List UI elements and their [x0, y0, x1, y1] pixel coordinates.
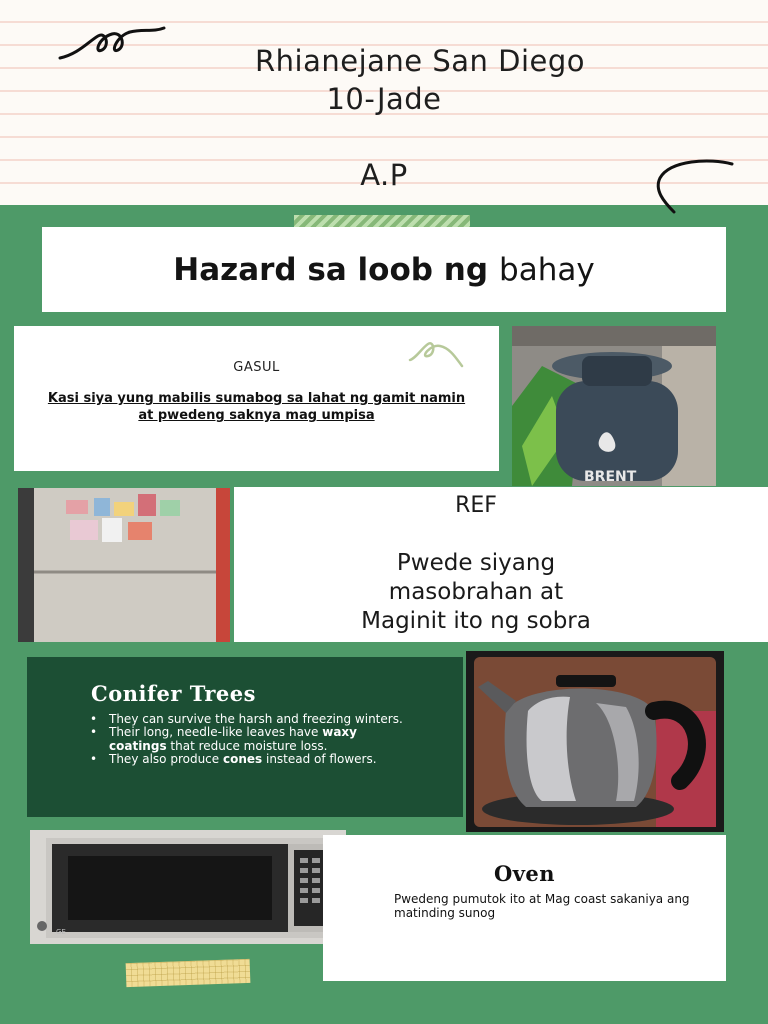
- conifer-title: Conifer Trees: [91, 681, 256, 706]
- oven-brand-text: GE: [56, 928, 66, 936]
- arc-decoration-icon: [650, 158, 740, 218]
- student-name: Rhianejane San Diego: [254, 44, 585, 78]
- title-bold: Hazard sa loob ng: [173, 251, 489, 288]
- ref-description-line: Pwede siyang: [396, 550, 556, 576]
- gasul-card: [14, 326, 499, 471]
- list-item-text: They can survive the harsh and freezing winters.: [109, 712, 403, 726]
- gasul-brand-text: BRENT: [584, 469, 637, 485]
- oven-description: Pwedeng pumutok ito at Mag coast sakaniya ang matinding sunog: [394, 892, 690, 920]
- conifer-list: [109, 713, 409, 767]
- title-card: [42, 227, 726, 312]
- conifer-card: [27, 657, 463, 817]
- list-item-text: instead of flowers.: [262, 752, 377, 767]
- title-light: bahay: [499, 251, 595, 288]
- gasul-photo: [512, 326, 716, 486]
- gasul-label: GASUL: [233, 360, 280, 375]
- list-item: [109, 713, 409, 726]
- list-item-text: Their long, needle-like leaves have: [109, 725, 323, 740]
- class-section: 10-Jade: [326, 82, 442, 116]
- list-item: [109, 726, 409, 753]
- washi-tape-bottom: [126, 959, 251, 987]
- oven-photo: [30, 830, 346, 944]
- oven-card: [323, 835, 726, 981]
- header-paper: [0, 0, 768, 205]
- ref-description-line: masobrahan at: [388, 579, 564, 605]
- list-item-bold: waxy coatings: [109, 725, 357, 753]
- list-item: [109, 753, 409, 766]
- list-item-text: that reduce moisture loss.: [166, 738, 328, 753]
- list-item-bold: cones: [222, 752, 263, 767]
- ref-description-line: Maginit ito ng sobra: [361, 608, 591, 634]
- subject-label: A.P: [360, 158, 408, 192]
- ref-label: REF: [455, 493, 497, 518]
- ref-photo: [18, 488, 230, 642]
- oven-title: Oven: [493, 861, 556, 886]
- gasul-description: Kasi siya yung mabilis sumabog sa lahat ng gamit namin at pwedeng saknya mag umpisa: [47, 391, 466, 423]
- ref-card: [234, 487, 768, 642]
- ref-description: [234, 549, 718, 636]
- kettle-photo: [466, 651, 724, 832]
- list-item-text: They also produce: [109, 752, 223, 767]
